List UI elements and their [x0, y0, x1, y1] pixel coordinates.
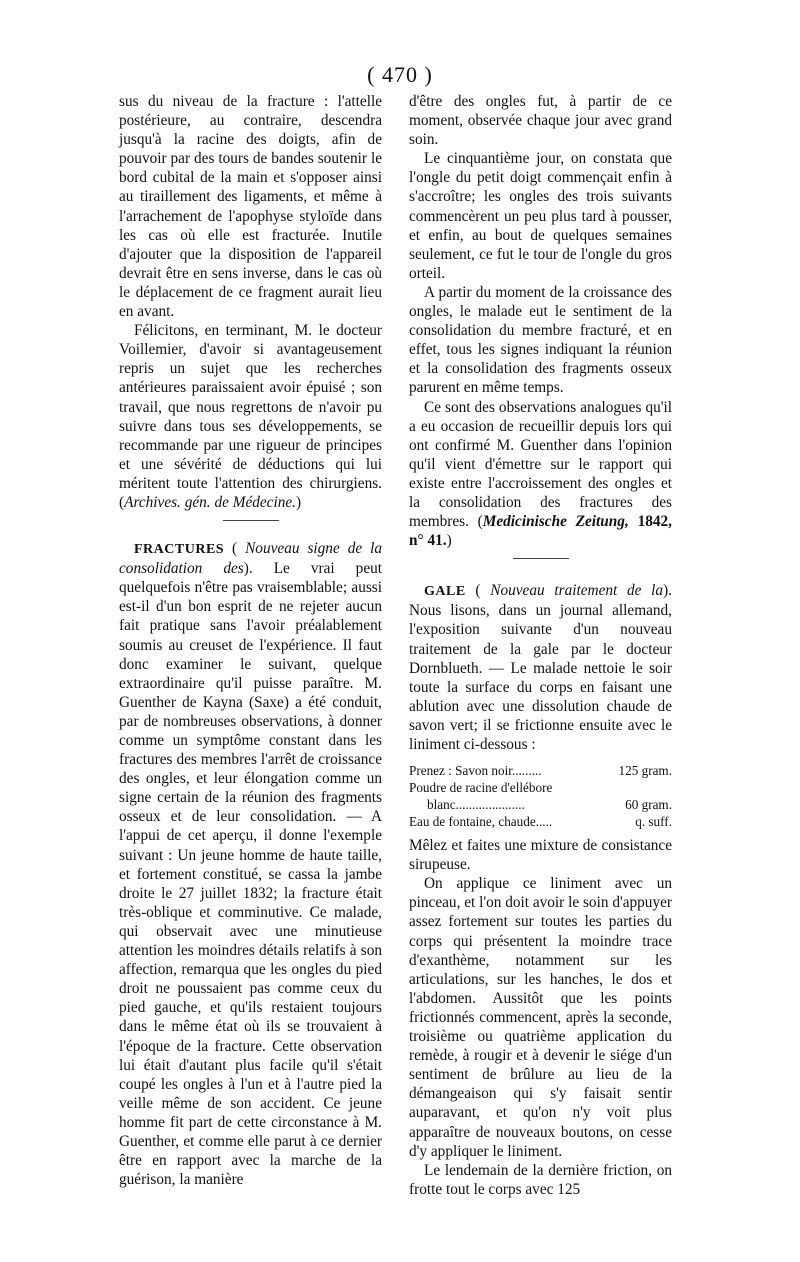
paragraph-text: Félicitons, en terminant, M. le docteur Voillemier, d'avoir si avantageusement repris un sujet que les recherches antérieures paraissaient avoir épuisé ; son travail, que nous regrettons de n'avoir pu suivre dans tous ses développements, se recommande par une rigueur de principes et une sévérité de déductions qui lui méritent toute l'attention des chirurgiens. (	[119, 322, 382, 511]
article-subtitle: Nouveau traitement de la	[490, 582, 664, 600]
article-heading: GALE	[424, 584, 466, 600]
paren-close: )	[295, 493, 302, 511]
paren-close: )	[446, 532, 452, 550]
article-heading: FRACTURES	[134, 542, 225, 558]
paren-close: ).	[243, 560, 274, 578]
recipe-quantity: 125 gram.	[618, 763, 672, 779]
left-column	[119, 92, 382, 1189]
paragraph-text: Ce sont des observations analogues qu'il a eu occasion de recueillir depuis lors qui ont confirmé M. Guenther dans l'opinion qu'il vient d'émettre sur le rapport qui existe entre l'accroissement des ongles et la consolidation des fractures des membres. (	[409, 398, 672, 531]
article-text: Nous lisons, dans un journal allemand, l'exposition suivante d'un nouveau traitement de la gale par le docteur Dornblueth. — Le malade nettoie le soir toute la surface du corps en faisant une ablution avec une dissolution chaude de savon vert; il se frictionne ensuite avec le liniment ci-dessous :	[409, 602, 672, 753]
paragraph: A partir du moment de la croissance des ongles, le malade eut le sentiment de la consolidation du membre fracturé, et en effet, tous les signes indiquant la réunion et la consolidation des fragments osseux parurent en même temps.	[409, 283, 672, 397]
paragraph: Le lendemain de la dernière friction, on frotte tout le corps avec 125	[409, 1161, 672, 1198]
recipe-ingredient: blanc.....................	[427, 797, 525, 813]
article-subtitle: Nouveau signe de la consolidation des	[119, 540, 382, 578]
source-citation: Archives. gén. de Médecine.	[124, 493, 296, 511]
paragraph: sus du niveau de la fracture : l'attelle postérieure, au contraire, descendra jusqu'à la racine des doigts, afin de pouvoir par des tours de bandes soutenir le bord cubital de la main et s'opposer ainsi au tiraillement des ligaments, et même à l'arrachement de l'apophyse styloïde dans les cas où elle est fracturée. Inutile d'ajouter que la disposition de l'appareil devrait être en sens inverse, dans le cas où le déplacement de ce fragment aurait lieu en avant.	[119, 93, 382, 321]
paragraph: Le cinquantième jour, on constata que l'ongle du petit doigt commençait enfin à s'accroître; les ongles des trois suivants commencèrent un peu plus tard à pousser, et enfin, au bout de quelques semaines seulement, ce fut le tour de l'ongle du gros orteil.	[409, 150, 672, 282]
recipe-line	[409, 762, 672, 779]
paren-open: (	[224, 540, 246, 558]
recipe-quantity: 60 gram.	[625, 797, 672, 813]
paragraph: Mêlez et faites une mixture de consistance sirupeuse.	[409, 837, 672, 874]
paragraph: On applique ce liniment avec un pinceau, et l'on doit avoir le soin d'appuyer assez fortement sur toutes les parties du corps qui présentent la moindre trace d'exanthème, notamment sur les articulations, sur les hanches, le dos et l'abdomen. Aussitôt que les points frictionnés commencent, après la seconde, troisième ou quatrième application du remède, à rougir et à devenir le siége d'un sentiment de brûlure au lieu de la démangeaison qui s'y faisait sentir auparavant, et qu'on n'y voit plus apparaître de nouveaux boutons, on cesse d'y appliquer le liniment.	[409, 875, 672, 1160]
recipe-ingredient: Prenez : Savon noir.........	[409, 763, 542, 779]
right-column	[409, 92, 672, 1199]
paragraph	[119, 321, 382, 512]
recipe-quantity: q. suff.	[635, 814, 672, 830]
article-text: Le vrai peut quelquefois n'être pas vraisemblable; aussi est-il d'un bon esprit de ne rejeter aucun fait pratique sans l'avoir préalablement soumis au creuset de l'expérience. Il faut donc examiner le suivant, quelque extraordinaire qu'il puisse paraître. M. Guenther de Kayna (Saxe) a été conduit, par de nombreuses observations, à donner comme un symptôme constant dans les fractures des membres l'arrêt de croissance des ongles, et leur élongation comme un signe certain de la réunion des fragments osseux et de leur consolidation. — A l'appui de cet aperçu, il donne l'exemple suivant : Un jeune homme de haute taille, et fortement constitué, se cassa la jambe droite le 27 juillet 1832; la fracture était très-oblique et comminutive. Ce malade, qui observait avec une minutieuse attention les moindres détails relatifs à son affection, remarqua que les ongles du pied droit ne poussaient pas comme ceux du pied gauche, et qu'ils restaient toujours dans le même état où ils se trouvaient à l'époque de la fracture. Cette observation lui était d'autant plus facile qu'il s'était coupé les ongles à l'un et à l'autre pied la veille même de son accident. Ce jeune homme fit part de cette circonstance à M. Guenther, et comme elle parut à ce dernier être en rapport avec la marche de la guérison, la manière	[119, 560, 383, 1189]
recipe-ingredient: Poudre de racine d'ellébore	[409, 780, 553, 796]
paren-close: ).	[663, 582, 672, 600]
recipe-ingredient: Eau de fontaine, chaude.....	[409, 814, 553, 830]
source-citation: Medicinische Zeitung,	[482, 513, 629, 531]
page-number: ( 470 )	[367, 62, 433, 87]
recipe	[409, 762, 672, 830]
recipe-line	[409, 779, 672, 796]
section-separator	[223, 520, 279, 521]
paragraph: d'être des ongles fut, à partir de ce moment, observée chaque jour avec grand soin.	[409, 93, 672, 149]
recipe-line	[409, 813, 672, 830]
source-citation-detail: 1842, n° 41.	[409, 513, 672, 550]
section-separator	[513, 558, 569, 559]
recipe-line	[409, 796, 672, 813]
paren-open: (	[465, 582, 491, 600]
article-gale	[409, 581, 672, 754]
paragraph	[409, 398, 672, 551]
article-fractures	[119, 539, 382, 1189]
